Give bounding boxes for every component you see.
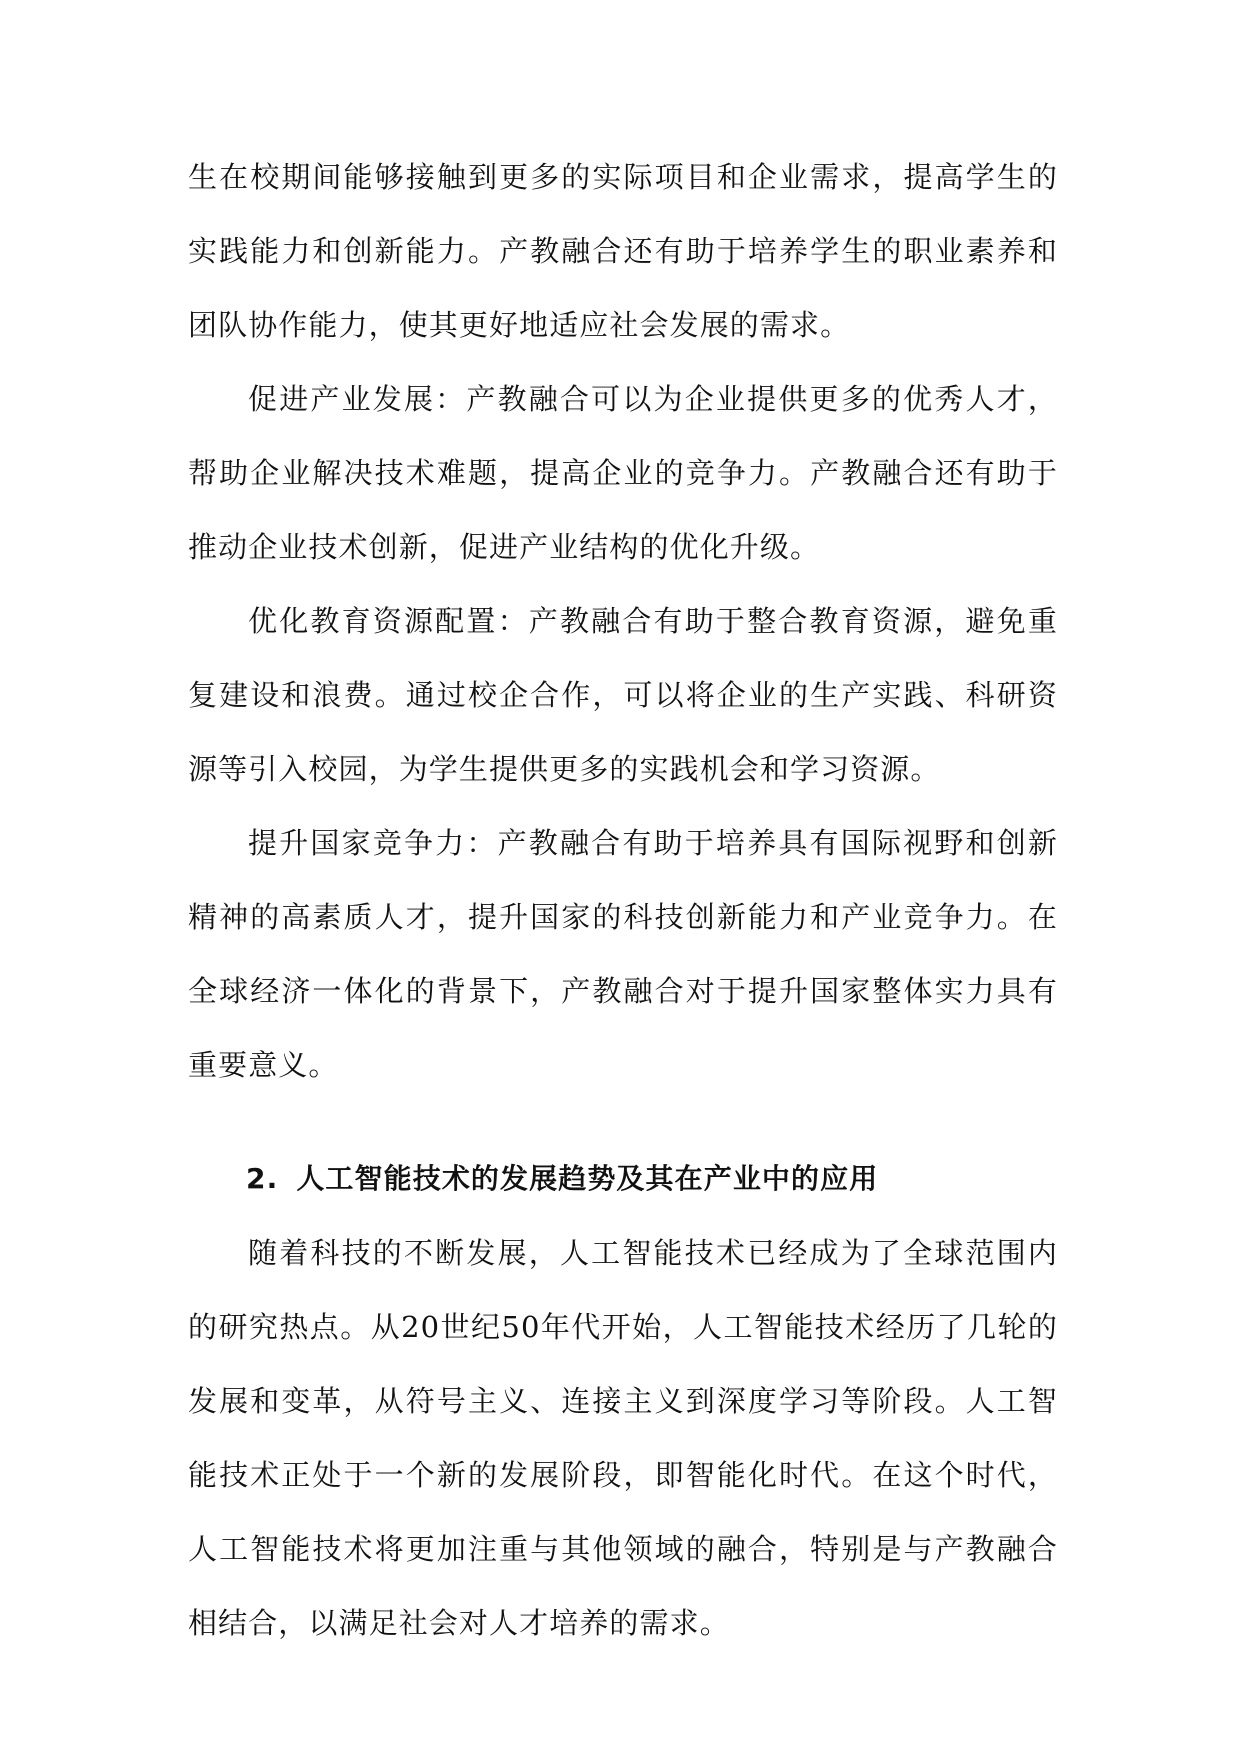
section-heading bbox=[188, 1142, 1058, 1216]
paragraph-ai-trends: 随着科技的不断发展，人工智能技术已经成为了全球范围内的研究热点。从20世纪50年代开始，人工智能技术经历了几轮的发展和变革，从符号主义、连接主义到深度学习等阶段。人工智能技术正处于一个新的发展阶段，即智能化时代。在这个时代，人工智能技术将更加注重与其他领域的融合，特别是与产教融合相结合，以满足社会对人才培养的需求。 bbox=[188, 1236, 1058, 1640]
paragraph-industry-development: 促进产业发展：产教融合可以为企业提供更多的优秀人才，帮助企业解决技术难题，提高企业的竞争力。产教融合还有助于推动企业技术创新，促进产业结构的优化升级。 bbox=[188, 382, 1058, 564]
section-title: 人工智能技术的发展趋势及其在产业中的应用 bbox=[296, 1162, 879, 1195]
paragraph-national-competitiveness: 提升国家竞争力：产教融合有助于培养具有国际视野和创新精神的高素质人才，提升国家的科技创新能力和产业竞争力。在全球经济一体化的背景下，产教融合对于提升国家整体实力具有重要意义。 bbox=[188, 826, 1058, 1082]
page-content bbox=[188, 140, 1058, 1660]
paragraph-education-resources: 优化教育资源配置：产教融合有助于整合教育资源，避免重复建设和浪费。通过校企合作，可以将企业的生产实践、科研资源等引入校园，为学生提供更多的实践机会和学习资源。 bbox=[188, 604, 1058, 786]
paragraph-continuation: 生在校期间能够接触到更多的实际项目和企业需求，提高学生的实践能力和创新能力。产教融合还有助于培养学生的职业素养和团队协作能力，使其更好地适应社会发展的需求。 bbox=[188, 160, 1058, 342]
section-number: 2. bbox=[246, 1162, 279, 1195]
